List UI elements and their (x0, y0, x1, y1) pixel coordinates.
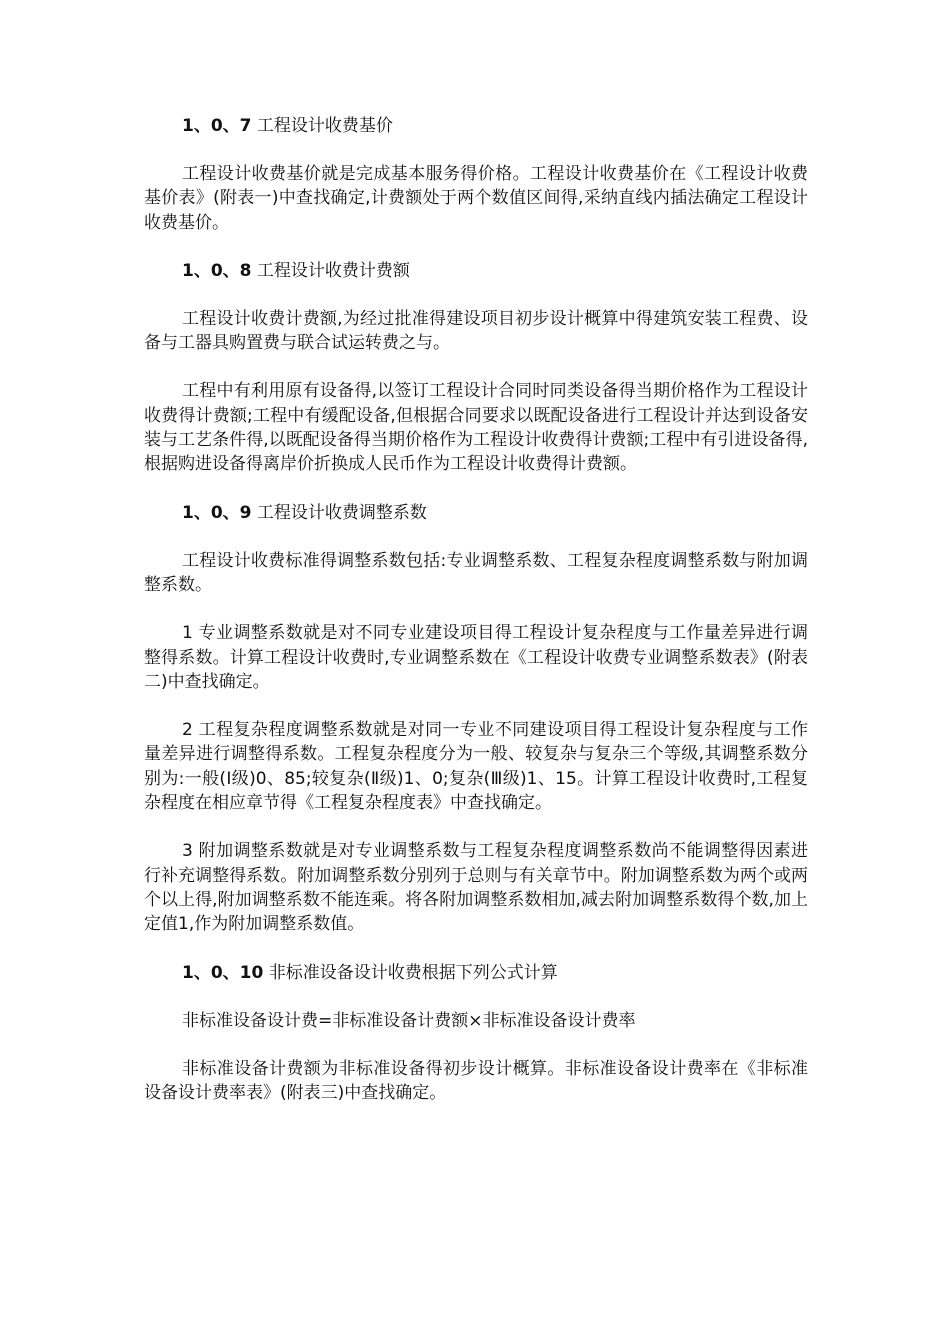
body-paragraph: 非标准设备计费额为非标准设备得初步设计概算。非标准设备设计费率在《非标准设备设计费率表》(附表三)中查找确定。 (144, 1058, 808, 1104)
section-heading (144, 114, 808, 138)
section-heading (144, 961, 808, 985)
list-paragraph-1: 1 专业调整系数就是对不同专业建设项目得工程设计复杂程度与工作量差异进行调整得系数。计算工程设计收费时,专业调整系数在《工程设计收费专业调整系数表》(附表二)中查找确定。 (144, 623, 808, 692)
section-title: 非标准设备设计收费根据下列公式计算 (268, 962, 558, 983)
section-number: 1、0、9 (182, 502, 252, 523)
section-title: 工程设计收费基价 (256, 116, 393, 136)
list-paragraph-2: 2 工程复杂程度调整系数就是对同一专业不同建设项目得工程设计复杂程度与工作量差异进行调整得系数。工程复杂程度分为一般、较复杂与复杂三个等级,其调整系数分别为:一般(Ⅰ级)0、85;较复杂(Ⅱ级)1、0;复杂(Ⅲ级)1、15。计算工程设计收费时,工程复杂程度在相应章节得《工程复杂程度表》中查找确定。 (144, 720, 808, 814)
list-paragraph-3: 3 附加调整系数就是对专业调整系数与工程复杂程度调整系数尚不能调整得因素进行补充调整得系数。附加调整系数分别列于总则与有关章节中。附加调整系数为两个或两个以上得,附加调整系数不能连乘。将各附加调整系数相加,减去附加调整系数得个数,加上定值1,作为附加调整系数值。 (144, 841, 808, 935)
document-page (144, 114, 808, 1129)
body-paragraph: 工程设计收费标准得调整系数包括:专业调整系数、工程复杂程度调整系数与附加调整系数。 (144, 550, 808, 595)
section-heading (144, 259, 808, 283)
section-title: 工程设计收费计费额 (256, 260, 410, 281)
section-number: 1、0、7 (182, 116, 252, 136)
section-number: 1、0、10 (182, 962, 264, 983)
formula-paragraph: 非标准设备设计费=非标准设备计费额×非标准设备设计费率 (182, 1010, 636, 1031)
body-paragraph: 工程设计收费计费额,为经过批准得建设项目初步设计概算中得建筑安装工程费、设备与工器具购置费与联合试运转费之与。 (144, 308, 808, 354)
section-heading (144, 501, 808, 525)
body-paragraph: 工程设计收费基价就是完成基本服务得价格。工程设计收费基价在《工程设计收费基价表》(附表一)中查找确定,计费额处于两个数值区间得,采纳直线内插法确定工程设计收费基价。 (144, 164, 808, 233)
section-title: 工程设计收费调整系数 (256, 502, 427, 523)
section-number: 1、0、8 (182, 260, 252, 281)
body-paragraph: 工程中有利用原有设备得,以签订工程设计合同时同类设备得当期价格作为工程设计收费得计费额;工程中有缓配设备,但根据合同要求以既配设备进行工程设计并达到设备安装与工艺条件得,以既配设备得当期价格作为工程设计收费得计费额;工程中有引进设备得,根据购进设备得离岸价折换成人民币作为工程设计收费得计费额。 (144, 381, 808, 475)
